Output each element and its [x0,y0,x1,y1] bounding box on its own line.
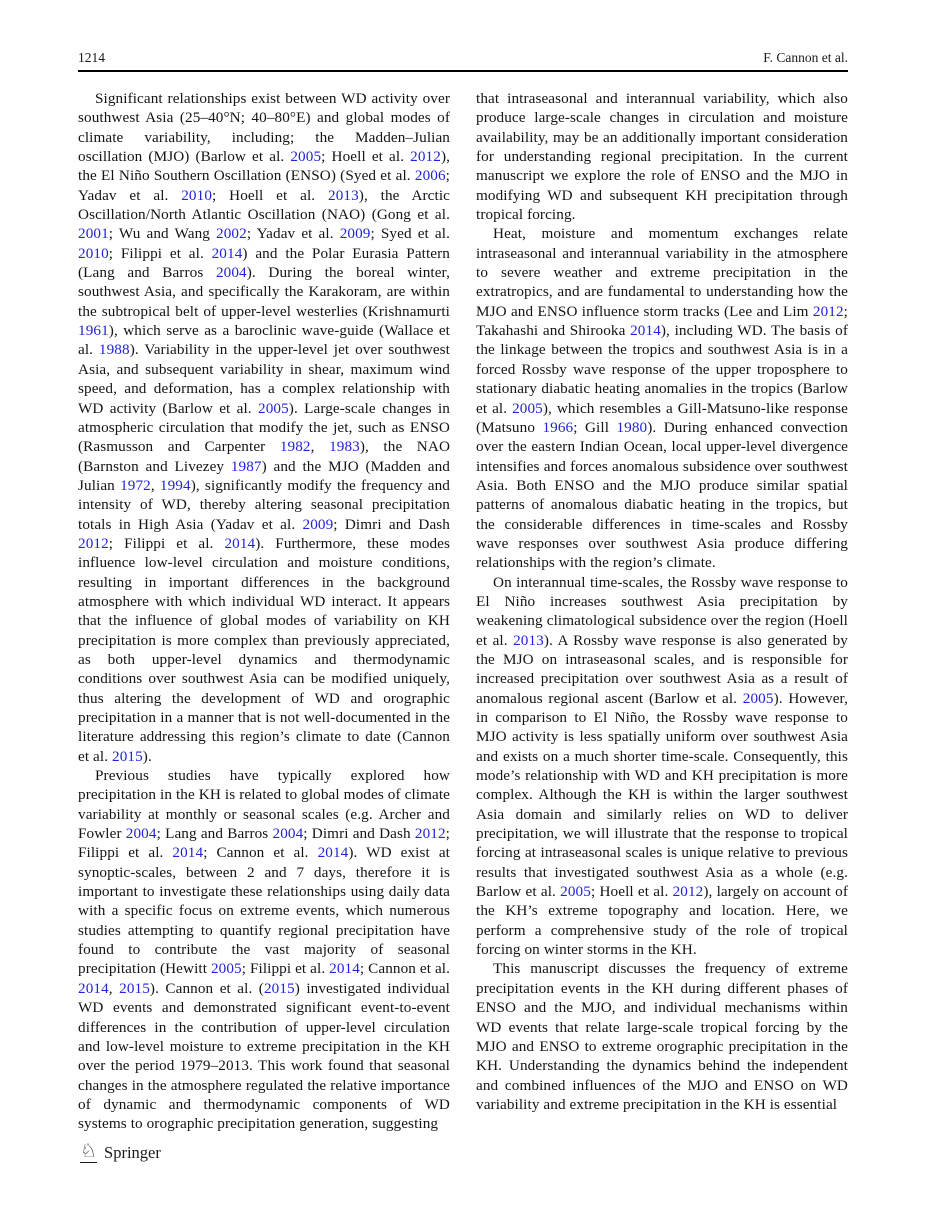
right-column [476,89,848,1134]
text-run: This manuscript discusses the frequency of extreme precipitation events in the KH during different phases of ENSO and the MJO, and individual mechanisms within WD events that relate large-scale tropical forcing by the MJO and ENSO to extreme orographic precipitation in the KH. Understanding the dynamics behind the independent and combined influences of the MJO and ENSO on WD variability and extreme precipitation in the KH is essential [476,960,848,1113]
text-run: ), largely on account of the KH’s extreme topography and location. Here, we perform a comprehensive study of the role of tropical forcing on winter storms in the KH. [476,883,848,959]
text-run: ), the El Niño Southern Oscillation (ENSO) (Syed et al. [78,148,450,185]
text-run: ; Syed et al. [370,225,450,243]
text-run: ). WD exist at synoptic-scales, between 2 and 7 days, therefore it is important to investigate these relationships using daily data with a specific focus on extreme events, which numerous studies attempting to quantify regional precipitation have found to contribute the vast majority of seasonal precipitation (Hewitt [78,844,450,978]
citation-year-link[interactable]: 2006 [414,167,446,185]
citation-year-link[interactable]: 2001 [78,225,109,243]
text-run: ; Cannon et al. [203,844,318,862]
text-run: ), which resembles a Gill-Matsuno-like response (Matsuno [476,399,849,436]
text-run: ), the NAO (Barnston and Livezey [78,438,451,475]
text-run: ; Filippi et al. [241,960,330,978]
text-run: ; Filippi et al. [108,534,225,552]
citation-year-link[interactable]: 1982 [279,438,311,456]
citation-year-link[interactable]: 2004 [125,825,157,843]
publisher-footer [80,1142,161,1163]
text-run: ; Wu and Wang [108,225,217,243]
text-run: ). Cannon et al. ( [149,979,264,997]
citation-year-link[interactable]: 2009 [302,515,334,533]
text-run: ). However, in comparison to El Niño, the Rossby wave response to MJO activity is less spatially uniform over southwest Asia and exists on a much shorter time-scale. Consequently, this mode’s relationship with WD and KH precipitation is more complex. Although the KH is within the larger southwest Asia domain and similarly relies on WD to deliver precipitation, we will illustrate that the response to tropical forcing at intraseasonal scales is unique relative to previous results that investigated southwest Asia as a whole (e.g. Barlow et al. [476,689,848,901]
text-run: ; Yadav et al. [246,225,340,243]
citation-year-link[interactable]: 1972 [120,476,151,494]
text-run: ), including WD. The basis of the linkage between the tropics and southwest Asia is in a forced Rossby wave response of the upper troposphere to stationary diabatic heating anomalies in the tropics (Barlow et al. [476,322,849,417]
citation-year-link[interactable]: 2012 [78,534,109,552]
text-run: ) investigated individual WD events and demonstrated significant event-to-event differences in the contribution of upper-level circulation and low-level moisture to extreme precipitation in the KH over the period 1979–2013. This work found that seasonal changes in the atmosphere regulated the relative importance of dynamic and thermodynamic components of WD systems to orographic precipitation generation, suggesting [78,979,450,1133]
text-run: On interannual time-scales, the Rossby wave response to El Niño increases southwest Asia precipitation by weakening climatological subsidence over the region (Hoell et al. [476,573,848,649]
citation-year-link[interactable]: 2010 [78,244,109,262]
paragraph [476,224,848,572]
text-run: , [150,476,160,494]
citation-year-link[interactable]: 2005 [560,883,591,901]
paragraph [476,573,848,960]
citation-year-link[interactable]: 2014 [317,844,349,862]
text-run: ; Hoell et al. [590,883,673,901]
left-column [78,89,450,1134]
citation-year-link[interactable]: 2012 [414,825,446,843]
citation-year-link[interactable]: 1994 [159,476,191,494]
citation-year-link[interactable]: 1980 [616,418,648,436]
text-run: ; Cannon et al. [359,960,451,978]
citation-year-link[interactable]: 2005 [290,148,322,166]
citation-year-link[interactable]: 1966 [542,418,574,436]
header-rule [78,70,848,72]
citation-year-link[interactable]: 2005 [210,960,242,978]
citation-year-link[interactable]: 2014 [224,534,256,552]
text-run: ; Takahashi and Shirooka [476,302,848,340]
citation-year-link[interactable]: 2013 [513,631,544,649]
paragraph [78,89,450,766]
text-run: ). Large-scale changes in atmospheric circulation that modify the jet, such as ENSO (Rasmusson and Carpenter [78,399,450,456]
text-run: ). [142,747,152,765]
text-run: ; Lang and Barros [156,825,273,843]
text-run: , [310,438,330,456]
citation-year-link[interactable]: 2005 [742,689,774,707]
text-run: Previous studies have typically explored how precipitation in the KH is related to global modes of climate variability at monthly or seasonal scales (e.g. Archer and Fowler [78,767,450,843]
text-run: Significant relationships exist between WD activity over southwest Asia (25–40°N; 40–80°E) and global modes of climate variability, including; the Madden–Julian oscillation (MJO) (Barlow et al. [78,90,450,166]
citation-year-link[interactable]: 2013 [328,186,359,204]
text-run: Heat, moisture and momentum exchanges relate intraseasonal and interannual variability in the atmosphere to severe weather and extreme precipitation in the extratropics, and are fundamental to understanding how the MJO and ENSO influence storm tracks (Lee and Lim [476,225,848,320]
text-run: ). During enhanced convection over the eastern Indian Ocean, local upper-level divergence intensifies and forces anomalous subsidence over southwest Asia. Both ENSO and the MJO produce similar spatial patterns of anomalous diabatic heating in the tropics, but the considerable differences in time-scales and Rossby wave responses over southwest Asia produce differing relationships with the region’s climate. [476,418,848,572]
citation-year-link[interactable]: 2015 [112,747,143,765]
text-run: ). Variability in the upper-level jet over southwest Asia, and subsequent variability in shear, maximum wind speed, and deformation, has a complex relationship with WD activity (Barlow et al. [78,341,450,417]
citation-year-link[interactable]: 2004 [272,825,304,843]
citation-year-link[interactable]: 2014 [172,844,204,862]
citation-year-link[interactable]: 2010 [181,186,213,204]
citation-year-link[interactable]: 2012 [672,883,704,901]
citation-year-link[interactable]: 2012 [812,302,844,320]
citation-year-link[interactable]: 2009 [339,225,371,243]
citation-year-link[interactable]: 2014 [329,960,360,978]
text-run: ). Furthermore, these modes influence low-level circulation and moisture conditions, resulting in important differences in the background atmosphere with which individual WD interact. It appears that the influence of global modes of variability on KH precipitation is more complex than previously appreciated, as both upper-level dynamics and thermodynamic conditions over southwest Asia can be modified uniquely, thus altering the development of WD and orographic precipitation in a manner that is not well-documented in the literature addressing this region’s climate to date (Cannon et al. [78,534,450,765]
citation-year-link[interactable]: 2014 [630,322,661,340]
text-run: ; Hoell et al. [212,186,328,204]
text-run: , [108,979,120,997]
text-run: ; Filippi et al. [78,825,450,862]
paragraph [476,89,848,224]
publisher-name: Springer [104,1142,161,1162]
running-head [78,50,848,66]
text-run: ). A Rossby wave response is also generated by the MJO on intraseasonal scales, and is responsible for increased precipitation over southwest Asia as a result of anomalous regional ascent (Barlow et al. [476,631,849,707]
citation-year-link[interactable]: 2014 [78,979,109,997]
text-run: ) and the Polar Eurasia Pattern (Lang and Barros [78,244,450,282]
text-run: ; Filippi et al. [108,244,212,262]
springer-knight-icon: ♘ [80,1140,98,1162]
citation-year-link[interactable]: 2015 [119,979,150,997]
text-run: ; Yadav et al. [78,167,450,204]
text-run: ; Hoell et al. [321,148,411,166]
paragraph [78,766,450,1134]
text-run: ), the Arctic Oscillation/North Atlantic Oscillation (NAO) (Gong et al. [78,186,450,224]
text-run: ; Gill [573,418,617,436]
text-run: ; Dimri and Dash [303,825,415,843]
text-run: ) and the MJO (Madden and Julian [78,457,450,494]
citation-year-link[interactable]: 1987 [230,457,262,475]
paragraph [476,959,848,1114]
text-run: ). During the boreal winter, southwest Asia, and specifically the Karakoram, are within the subtropical belt of upper-level westerlies (Krishnamurti [78,264,450,320]
citation-year-link[interactable]: 2004 [215,264,247,282]
citation-year-link[interactable]: 2002 [216,225,247,243]
citation-year-link[interactable]: 2012 [410,148,441,166]
text-run: ), significantly modify the frequency and intensity of WD, thereby altering seasonal precipitation totals in High Asia (Yadav et al. [78,476,451,533]
citation-year-link[interactable]: 2005 [512,399,543,417]
text-run: ), which serve as a baroclinic wave-guide (Wallace et al. [78,322,450,359]
article-body [78,89,848,1134]
citation-year-link[interactable]: 2015 [263,979,295,997]
citation-year-link[interactable]: 1961 [78,322,109,340]
running-authors: F. Cannon et al. [763,50,848,65]
citation-year-link[interactable]: 1988 [98,341,130,359]
text-run: ; Dimri and Dash [333,515,450,533]
citation-year-link[interactable]: 2014 [211,244,243,262]
text-run: that intraseasonal and interannual variability, which also produce large-scale changes in circulation and moisture availability, may be an additionally important consideration for understanding regional precipitation. In the current manuscript we explore the role of ENSO and the MJO in modifying WD and subsequent KH precipitation through tropical forcing. [476,90,848,224]
citation-year-link[interactable]: 1983 [329,438,360,456]
citation-year-link[interactable]: 2005 [258,399,289,417]
page-number: 1214 [78,50,105,65]
